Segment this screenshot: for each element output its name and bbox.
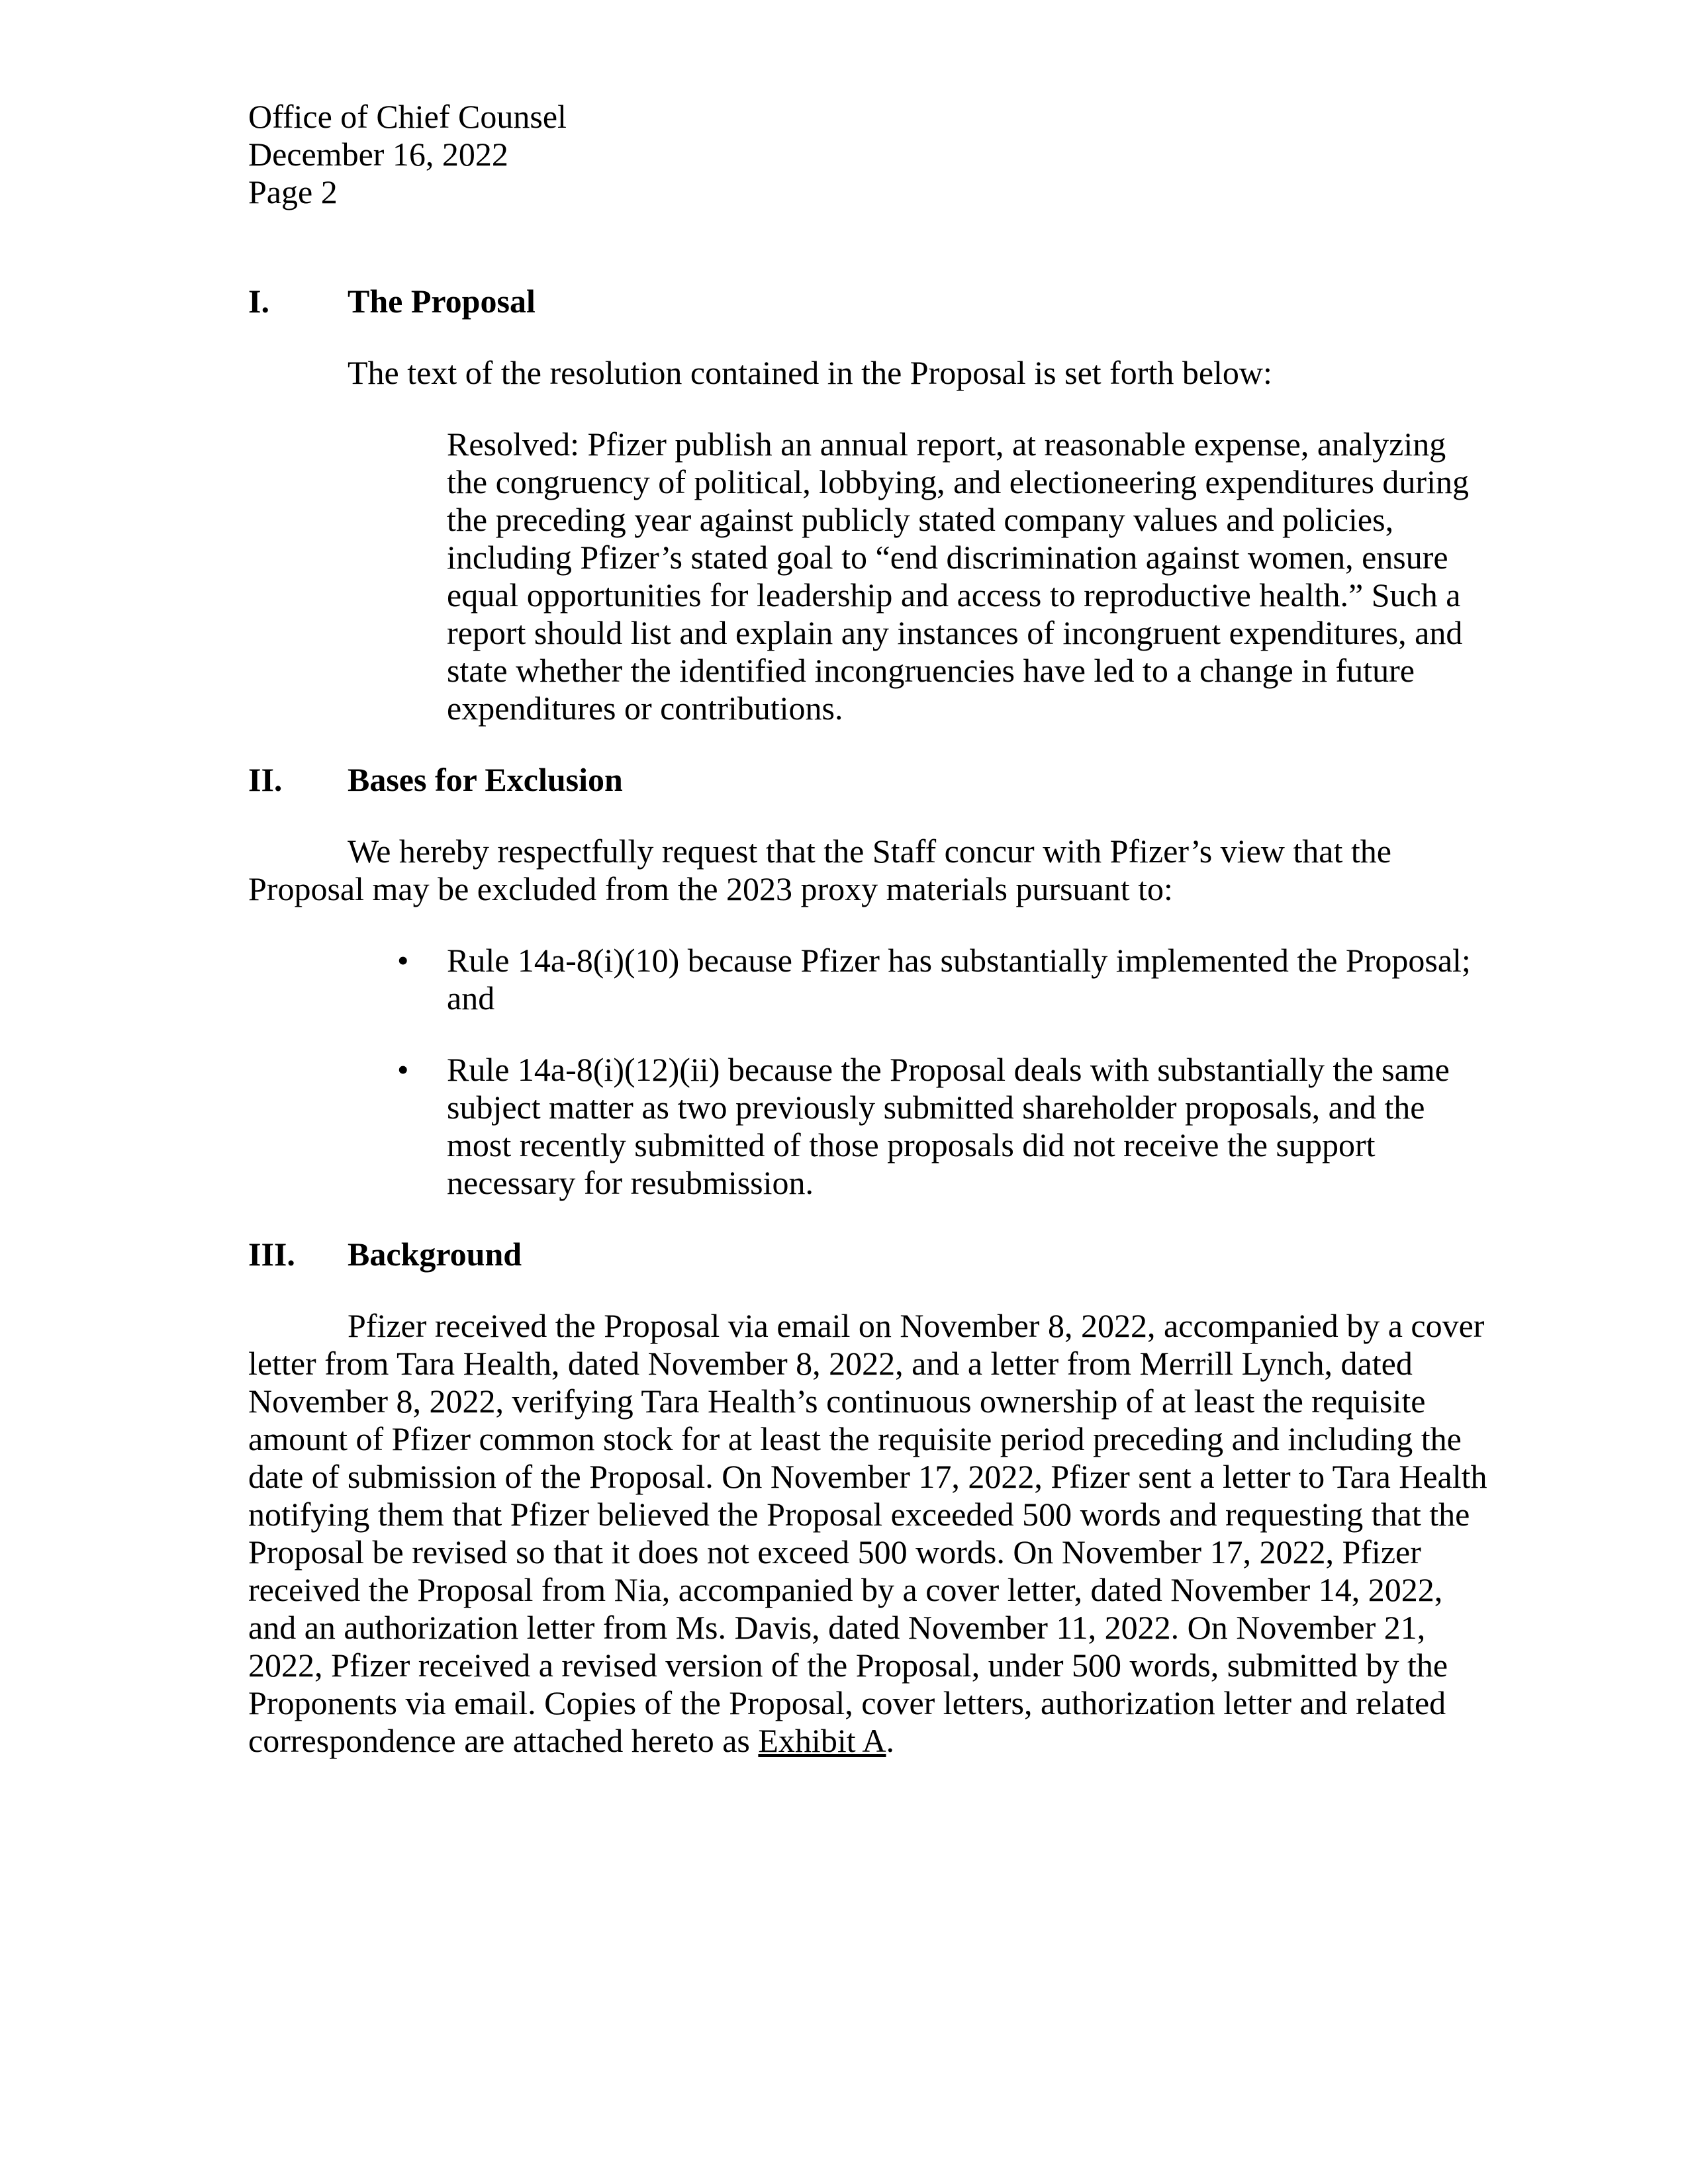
header-date: December 16, 2022: [248, 136, 508, 173]
section-number: I.: [248, 283, 269, 320]
letter-header: [248, 98, 1493, 211]
exhibit-a-link[interactable]: Exhibit A: [758, 1722, 886, 1759]
list-item-text: Rule 14a-8(i)(12)(ii) because the Proposal deals with substantially the same subject matter as two previously submitted shareholder proposals, and the most recently submitted of those proposals did not receive the support necessary for resubmission.: [447, 1051, 1450, 1201]
end-punctuation: .: [886, 1722, 894, 1759]
section-heading-proposal: [248, 283, 1493, 320]
header-office: Office of Chief Counsel: [248, 98, 567, 135]
resolution-quote: Resolved: Pfizer publish an annual report, at reasonable expense, analyzing the congruency of political, lobbying, and electioneering expenditures during the preceding year against publicly stated company values and policies, including Pfizer’s stated goal to “end discrimination against women, ensure equal opportunities for leadership and access to reproductive health.” Such a report should list and explain any instances of incongruent expenditures, and state whether the identified incongruencies have led to a change in future expenditures or contributions.: [447, 426, 1469, 727]
list-item: [248, 1051, 1493, 1202]
bases-intro: We hereby respectfully request that the Staff concur with Pfizer’s view that the Proposal may be excluded from the 2023 proxy materials pursuant to:: [248, 833, 1391, 907]
section-heading-background: [248, 1236, 1493, 1273]
bullet-icon: •: [397, 942, 409, 979]
proposal-intro: The text of the resolution contained in the Proposal is set forth below:: [348, 354, 1272, 391]
section-number: II.: [248, 761, 283, 798]
list-item: [248, 942, 1493, 1017]
section-heading-bases: [248, 761, 1493, 799]
section-number: III.: [248, 1236, 295, 1273]
document-page: [248, 98, 1493, 1760]
section-title: Background: [348, 1236, 522, 1273]
section-title: The Proposal: [348, 283, 536, 320]
background-paragraph: [248, 1307, 1493, 1760]
list-item-text: Rule 14a-8(i)(10) because Pfizer has substantially implemented the Proposal; and: [447, 942, 1471, 1017]
section-title: Bases for Exclusion: [348, 761, 623, 798]
bullet-icon: •: [397, 1051, 409, 1088]
background-text: Pfizer received the Proposal via email on November 8, 2022, accompanied by a cover letter from Tara Health, dated November 8, 2022, and a letter from Merrill Lynch, dated November 8, 2022, verifying Tara Health’s continuous ownership of at least the requisite amount of Pfizer common stock for at least the requisite period preceding and including the date of submission of the Proposal. On November 17, 2022, Pfizer sent a letter to Tara Health notifying them that Pfizer believed the Proposal exceeded 500 words and requesting that the Proposal be revised so that it does not exceed 500 words. On November 17, 2022, Pfizer received the Proposal from Nia, accompanied by a cover letter, dated November 14, 2022, and an authorization letter from Ms. Davis, dated November 11, 2022. On November 21, 2022, Pfizer received a revised version of the Proposal, under 500 words, submitted by the Proponents via email. Copies of the Proposal, cover letters, authorization letter and related correspondence are attached hereto as: [248, 1307, 1487, 1759]
header-page-number: Page 2: [248, 173, 338, 210]
